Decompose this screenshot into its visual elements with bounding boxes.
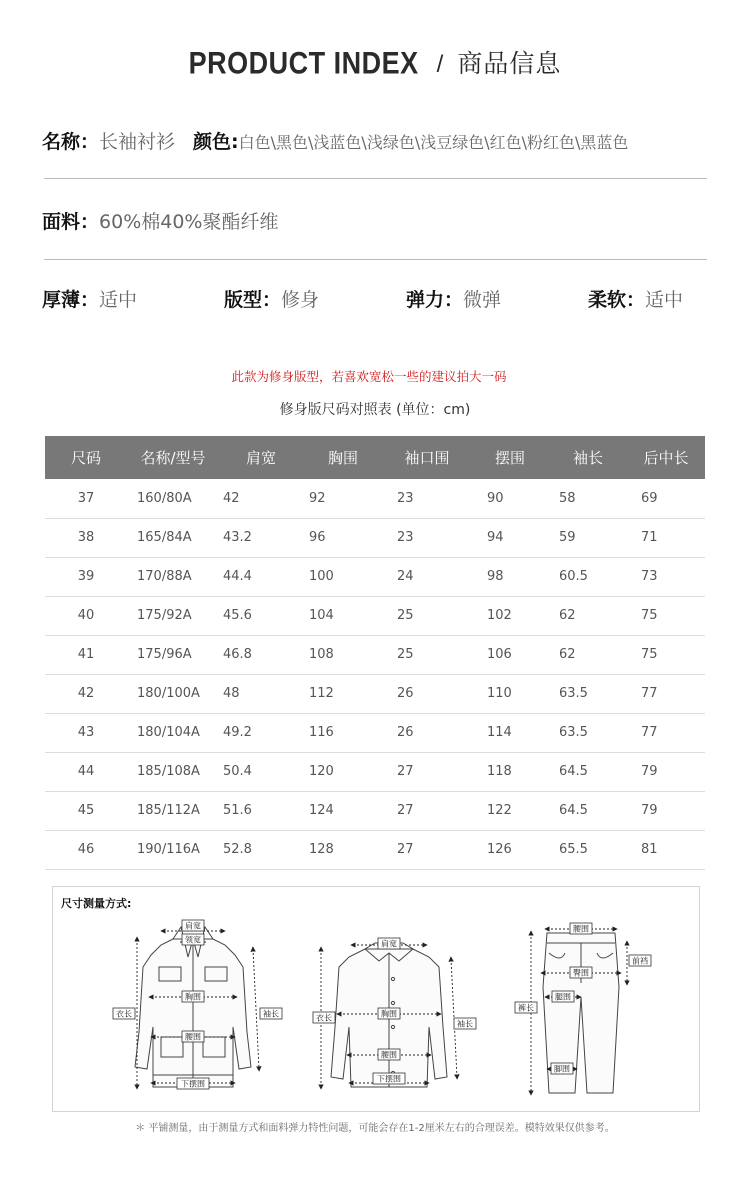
table-cell: 44 [45,752,127,791]
table-row [45,596,705,635]
table-cell: 62 [549,635,627,674]
svg-text:裤长: 裤长 [518,1003,534,1013]
table-cell: 160/80A [127,479,219,518]
size-table-title: 修身版尺码对照表 (单位：cm) [279,402,471,418]
table-cell: 27 [383,791,471,830]
table-cell: 190/116A [127,830,219,869]
thickness-value: 适中 [99,289,138,311]
table-cell: 45.6 [219,596,303,635]
table-cell: 51.6 [219,791,303,830]
table-cell: 118 [471,752,549,791]
table-cell: 44.4 [219,557,303,596]
table-cell: 27 [383,830,471,869]
table-cell: 108 [303,635,383,674]
table-cell: 77 [627,674,705,713]
header-separator: / [436,51,444,78]
elastic-attr [406,285,501,312]
svg-text:腰围: 腰围 [185,1032,201,1042]
table-cell: 48 [219,674,303,713]
table-cell: 42 [219,479,303,518]
divider [44,178,707,179]
table-cell: 38 [45,518,127,557]
thickness-attr [42,285,137,312]
color-label: 颜色: [193,131,239,153]
shirt-sleeve-label [454,1018,476,1029]
svg-text:脚围: 脚围 [554,1064,570,1074]
svg-text:臀围: 臀围 [573,968,589,978]
table-row [45,752,705,791]
measurement-guide [52,886,700,1112]
pants-length-label [515,1002,537,1013]
size-table [45,436,705,870]
jacket-sleeve-label [260,1008,282,1019]
svg-text:腰围: 腰围 [573,924,589,934]
table-cell: 175/92A [127,596,219,635]
table-row [45,713,705,752]
elastic-label: 弹力： [406,289,464,311]
svg-text:腰围: 腰围 [381,1050,397,1060]
table-header-cell: 后中长 [627,436,705,479]
shirt-length-label [313,1012,335,1023]
pants-leg-opening-label [551,1063,573,1074]
shirt-waist-label [378,1049,400,1060]
softness-label: 柔软： [588,289,646,311]
table-cell: 40 [45,596,127,635]
table-row [45,479,705,518]
header-title-cn: 商品信息 [457,49,562,78]
table-cell: 52.8 [219,830,303,869]
measurement-diagrams [53,887,701,1113]
table-cell: 64.5 [549,752,627,791]
softness-attr [588,285,683,312]
jacket-hem-label [177,1078,209,1089]
table-cell: 96 [303,518,383,557]
table-cell: 102 [471,596,549,635]
header-title-en: PRODUCT INDEX [188,45,419,81]
table-cell: 37 [45,479,127,518]
table-cell: 46.8 [219,635,303,674]
table-header-cell: 尺码 [45,436,127,479]
table-cell: 71 [627,518,705,557]
svg-text:肩宽: 肩宽 [381,939,397,949]
fit-value: 修身 [281,289,320,311]
table-cell: 126 [471,830,549,869]
thickness-label: 厚薄： [42,289,100,311]
table-cell: 23 [383,479,471,518]
table-cell: 114 [471,713,549,752]
table-cell: 46 [45,830,127,869]
fabric-label: 面料： [42,211,100,233]
table-cell: 26 [383,674,471,713]
table-header-cell: 名称/型号 [127,436,219,479]
shirt-hem-label [373,1073,405,1084]
table-cell: 42 [45,674,127,713]
table-cell: 43.2 [219,518,303,557]
table-cell: 106 [471,635,549,674]
table-cell: 75 [627,635,705,674]
table-cell: 81 [627,830,705,869]
table-cell: 77 [627,713,705,752]
svg-text:袖长: 袖长 [457,1019,473,1029]
name-label: 名称： [42,131,100,153]
svg-text:胸围: 胸围 [185,992,201,1002]
jacket-chest-label [182,991,204,1002]
table-cell: 43 [45,713,127,752]
table-cell: 59 [549,518,627,557]
table-cell: 39 [45,557,127,596]
svg-text:肩宽: 肩宽 [185,921,201,931]
table-cell: 90 [471,479,549,518]
table-cell: 41 [45,635,127,674]
table-cell: 100 [303,557,383,596]
table-cell: 165/84A [127,518,219,557]
table-row [45,674,705,713]
table-cell: 124 [303,791,383,830]
table-cell: 58 [549,479,627,518]
jacket-diagram [135,927,251,1087]
svg-text:前裆: 前裆 [632,956,648,966]
table-row [45,518,705,557]
table-cell: 63.5 [549,674,627,713]
fit-attr [224,285,319,312]
softness-value: 适中 [645,289,684,311]
table-cell: 23 [383,518,471,557]
table-cell: 75 [627,596,705,635]
table-cell: 69 [627,479,705,518]
table-row [45,791,705,830]
table-cell: 94 [471,518,549,557]
svg-text:下摆围: 下摆围 [377,1074,401,1084]
table-cell: 49.2 [219,713,303,752]
jacket-length-label [113,1008,135,1019]
table-cell: 25 [383,596,471,635]
table-cell: 175/96A [127,635,219,674]
table-cell: 64.5 [549,791,627,830]
table-cell: 112 [303,674,383,713]
svg-text:下摆围: 下摆围 [181,1079,205,1089]
table-cell: 92 [303,479,383,518]
shirt-shoulder-label [378,938,400,949]
table-cell: 185/108A [127,752,219,791]
table-header-cell: 袖口围 [383,436,471,479]
jacket-waist-label [182,1031,204,1042]
jacket-shoulder-label [182,920,204,931]
shirt-chest-label [378,1008,400,1019]
table-cell: 128 [303,830,383,869]
table-cell: 65.5 [549,830,627,869]
table-cell: 98 [471,557,549,596]
table-cell: 116 [303,713,383,752]
svg-text:袖长: 袖长 [263,1009,279,1019]
page-header [0,44,750,80]
divider [44,259,707,260]
table-row [45,635,705,674]
table-cell: 60.5 [549,557,627,596]
fit-label: 版型： [224,289,282,311]
table-cell: 45 [45,791,127,830]
elastic-value: 微弹 [463,289,502,311]
pants-hip-label [570,967,592,978]
table-header-cell: 摆围 [471,436,549,479]
table-header-cell: 胸围 [303,436,383,479]
table-cell: 122 [471,791,549,830]
table-header-row [45,436,705,479]
table-cell: 73 [627,557,705,596]
table-cell: 120 [303,752,383,791]
svg-text:领宽: 领宽 [185,935,201,945]
table-cell: 185/112A [127,791,219,830]
table-cell: 26 [383,713,471,752]
measurement-title: 尺寸测量方式: [61,897,132,910]
color-value: 白色\黑色\浅蓝色\浅绿色\浅豆绿色\红色\粉红色\黑蓝色 [238,133,629,152]
name-value: 长袖衬衫 [99,131,176,153]
table-cell: 104 [303,596,383,635]
table-cell: 25 [383,635,471,674]
measurement-footnote: ＊ 平铺测量，由于测量方式和面料弹力特性问题，可能会存在1-2厘米左右的合理误差。模特效果仅供参考。 [135,1123,615,1134]
table-cell: 79 [627,791,705,830]
table-cell: 180/104A [127,713,219,752]
table-header-cell: 袖长 [549,436,627,479]
svg-text:衣长: 衣长 [316,1013,332,1023]
table-cell: 62 [549,596,627,635]
jacket-collar-label [182,934,204,945]
table-cell: 110 [471,674,549,713]
table-cell: 170/88A [127,557,219,596]
table-cell: 50.4 [219,752,303,791]
svg-text:衣长: 衣长 [116,1009,132,1019]
table-cell: 27 [383,752,471,791]
info-row-name-color [42,127,628,154]
table-header-cell: 肩宽 [219,436,303,479]
svg-text:腿围: 腿围 [555,992,571,1002]
table-cell: 79 [627,752,705,791]
pants-front-rise-label [629,955,651,966]
pants-thigh-label [552,991,574,1002]
svg-text:胸围: 胸围 [381,1009,397,1019]
table-row [45,557,705,596]
fabric-value: 60%棉40%聚酯纤维 [99,211,279,233]
table-cell: 180/100A [127,674,219,713]
table-cell: 63.5 [549,713,627,752]
table-cell: 24 [383,557,471,596]
fit-note: 此款为修身版型，若喜欢宽松一些的建议拍大一码 [231,369,507,384]
info-row-fabric [42,207,278,234]
pants-waist-label [570,923,592,934]
table-row [45,830,705,869]
